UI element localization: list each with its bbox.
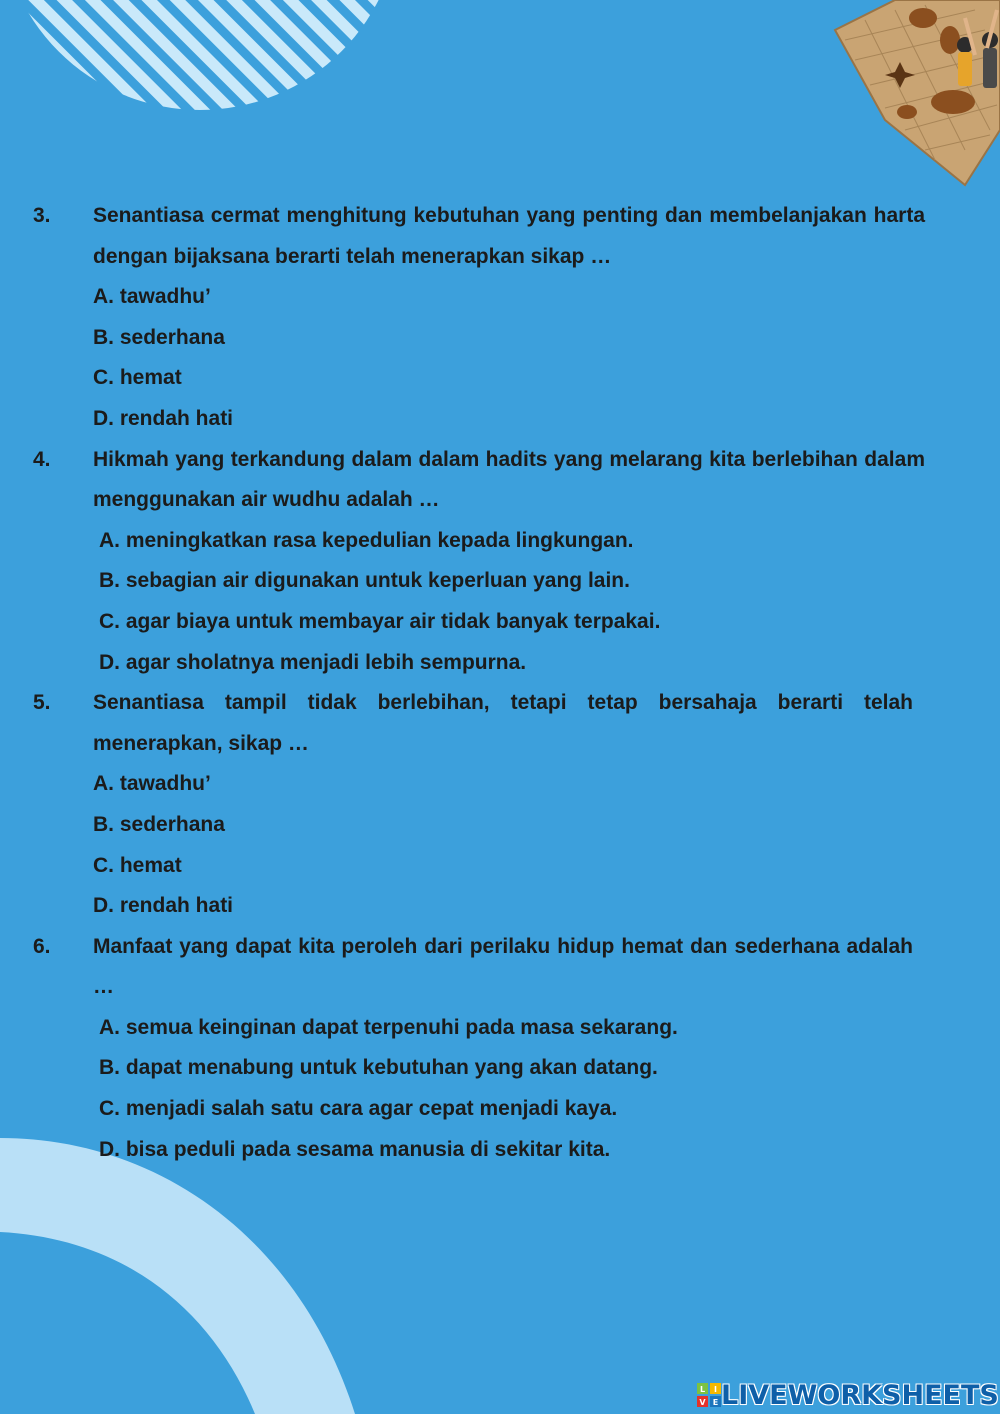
question-number: 6.	[33, 934, 51, 958]
option-d: D. agar sholatnya menjadi lebih sempurna.	[99, 650, 527, 674]
option-a: A. meningkatkan rasa kepedulian kepada lingkungan.	[99, 528, 634, 552]
question-3	[0, 196, 1000, 440]
option-a: A. tawadhu’	[93, 772, 211, 796]
svg-text:L: L	[699, 1385, 706, 1394]
question-text: Hikmah yang terkandung dalam dalam hadits yang melarang kita berlebihan dalam menggunakan air wudhu adalah …	[93, 447, 925, 512]
liveworksheets-badge-icon	[697, 1383, 721, 1407]
question-text: Senantiasa cermat menghitung kebutuhan yang penting dan membelanjakan harta dengan bijaksana berarti telah menerapkan sikap …	[93, 204, 925, 268]
option-b: B. sederhana	[93, 325, 225, 349]
treasure-map-illustration	[825, 0, 1000, 190]
question-number: 3.	[33, 204, 51, 227]
option-c: C. hemat	[93, 366, 182, 390]
option-a: A. tawadhu’	[93, 285, 211, 309]
option-c: C. agar biaya untuk membayar air tidak banyak terpakai.	[99, 609, 661, 633]
option-b: B. dapat menabung untuk kebutuhan yang akan datang.	[99, 1056, 658, 1080]
option-b: B. sebagian air digunakan untuk keperluan yang lain.	[99, 569, 630, 593]
svg-text:V: V	[699, 1398, 706, 1407]
logo-text: LIVEWORKSHEETS	[721, 1379, 999, 1411]
question-number: 4.	[33, 447, 51, 471]
svg-text:E: E	[712, 1398, 719, 1407]
liveworksheets-logo[interactable]	[697, 1378, 999, 1412]
question-number: 5.	[33, 691, 51, 715]
option-c: C. hemat	[93, 853, 182, 877]
option-d: D. rendah hati	[93, 894, 234, 918]
option-b: B. sederhana	[93, 812, 225, 836]
question-text: Manfaat yang dapat kita peroleh dari perilaku hidup hemat dan sederhana adalah …	[93, 934, 913, 999]
option-c: C. menjadi salah satu cara agar cepat menjadi kaya.	[99, 1097, 618, 1121]
svg-text:I: I	[714, 1385, 717, 1394]
striped-circle-decoration	[0, 0, 380, 115]
option-a: A. semua keinginan dapat terpenuhi pada masa sekarang.	[99, 1015, 678, 1039]
question-4	[0, 440, 1000, 684]
option-d: D. bisa peduli pada sesama manusia di sekitar kita.	[99, 1137, 611, 1161]
question-6	[0, 927, 1000, 1171]
question-text: Senantiasa tampil tidak berlebihan, tetapi tetap bersahaja berarti telah menerapkan, sikap …	[93, 691, 913, 755]
question-5	[0, 683, 1000, 927]
option-d: D. rendah hati	[93, 406, 234, 430]
question-list	[0, 196, 1000, 1170]
